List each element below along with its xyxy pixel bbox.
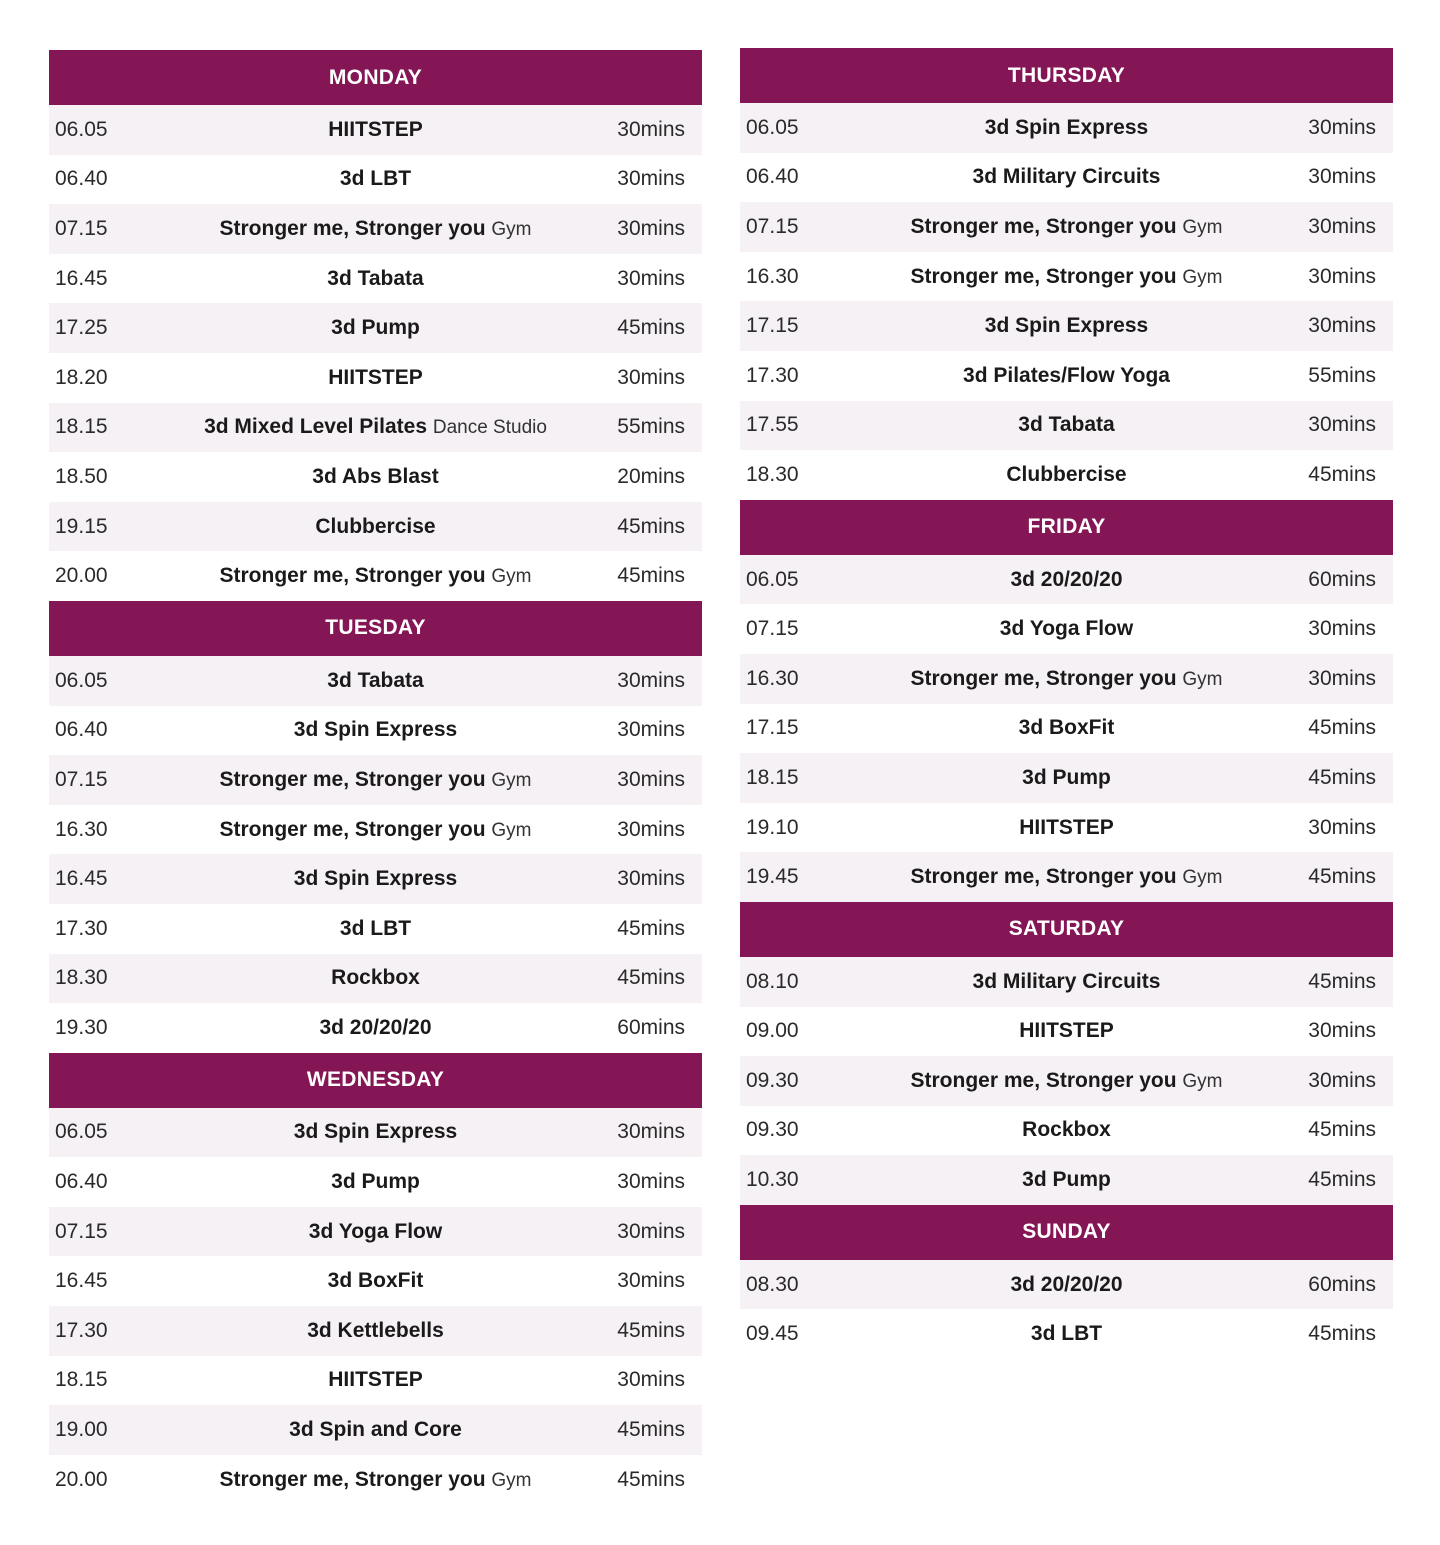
class-name-cell bbox=[850, 413, 1283, 437]
class-name: 3d Kettlebells bbox=[307, 1318, 444, 1342]
class-name: Stronger me, Stronger you bbox=[910, 264, 1177, 288]
class-name-cell bbox=[159, 818, 592, 842]
class-name: HIITSTEP bbox=[328, 117, 423, 141]
class-name: Clubbercise bbox=[315, 514, 436, 538]
class-name-cell bbox=[850, 265, 1283, 289]
class-row bbox=[740, 753, 1393, 803]
class-name: 3d Military Circuits bbox=[972, 165, 1161, 189]
class-duration: 30mins bbox=[1308, 214, 1376, 238]
class-time: 06.05 bbox=[55, 117, 108, 141]
class-name: 3d Spin and Core bbox=[289, 1418, 462, 1442]
class-name-cell bbox=[159, 1220, 592, 1244]
class-name-cell bbox=[159, 1170, 592, 1194]
class-name: HIITSTEP bbox=[328, 365, 423, 389]
class-row bbox=[740, 301, 1393, 351]
class-name-cell bbox=[850, 1118, 1283, 1142]
class-row bbox=[49, 755, 702, 805]
class-duration: 45mins bbox=[617, 564, 685, 588]
class-name: 3d Tabata bbox=[327, 266, 424, 290]
class-row bbox=[740, 1309, 1393, 1359]
class-duration: 45mins bbox=[617, 514, 685, 538]
class-row bbox=[740, 202, 1393, 252]
class-name: Stronger me, Stronger you bbox=[219, 216, 486, 240]
day-header: SUNDAY bbox=[740, 1205, 1393, 1260]
class-row bbox=[49, 1306, 702, 1356]
class-row bbox=[740, 1007, 1393, 1057]
class-row bbox=[49, 204, 702, 254]
class-name: 3d LBT bbox=[339, 916, 412, 940]
class-time: 19.45 bbox=[746, 865, 799, 889]
class-name-cell bbox=[159, 1319, 592, 1343]
class-time: 07.15 bbox=[746, 214, 799, 238]
class-row bbox=[740, 704, 1393, 754]
left-column bbox=[49, 50, 702, 1504]
day-section-friday bbox=[740, 500, 1393, 902]
class-name-cell bbox=[850, 667, 1283, 691]
day-section-monday bbox=[49, 50, 702, 601]
class-time: 16.45 bbox=[55, 867, 108, 891]
class-row bbox=[49, 1455, 702, 1505]
class-name-cell bbox=[850, 865, 1283, 889]
class-time: 09.30 bbox=[746, 1068, 799, 1092]
class-time: 07.15 bbox=[55, 767, 108, 791]
class-duration: 45mins bbox=[1308, 462, 1376, 486]
class-row bbox=[740, 1260, 1393, 1310]
class-name: Clubbercise bbox=[1006, 462, 1127, 486]
class-name-cell bbox=[850, 364, 1283, 388]
class-location: Gym bbox=[491, 819, 532, 841]
class-location: Gym bbox=[1182, 266, 1223, 288]
class-time: 20.00 bbox=[55, 1467, 108, 1491]
class-name-cell bbox=[850, 1019, 1283, 1043]
class-name: Stronger me, Stronger you bbox=[219, 817, 486, 841]
class-row bbox=[740, 252, 1393, 302]
class-row bbox=[49, 403, 702, 453]
class-location: Gym bbox=[1182, 668, 1223, 690]
class-duration: 30mins bbox=[617, 266, 685, 290]
class-location: Gym bbox=[1182, 867, 1223, 889]
class-duration: 30mins bbox=[617, 1170, 685, 1194]
class-name: 3d 20/20/20 bbox=[319, 1015, 432, 1039]
class-row bbox=[49, 954, 702, 1004]
class-duration: 30mins bbox=[1308, 115, 1376, 139]
class-duration: 45mins bbox=[1308, 1168, 1376, 1192]
day-header: SATURDAY bbox=[740, 902, 1393, 957]
class-name: 3d LBT bbox=[1030, 1322, 1103, 1346]
class-duration: 30mins bbox=[617, 216, 685, 240]
class-name: 3d LBT bbox=[339, 167, 412, 191]
class-row bbox=[49, 854, 702, 904]
class-name: 3d Spin Express bbox=[293, 867, 458, 891]
class-duration: 30mins bbox=[617, 668, 685, 692]
class-name: HIITSTEP bbox=[1019, 815, 1114, 839]
class-name: Stronger me, Stronger you bbox=[910, 1068, 1177, 1092]
class-time: 06.05 bbox=[55, 1120, 108, 1144]
class-name-cell bbox=[159, 1468, 592, 1492]
class-name-cell bbox=[159, 415, 592, 439]
class-name-cell bbox=[850, 1273, 1283, 1297]
class-duration: 45mins bbox=[1308, 716, 1376, 740]
class-duration: 45mins bbox=[1308, 1322, 1376, 1346]
class-name-cell bbox=[850, 1069, 1283, 1093]
class-time: 18.15 bbox=[746, 765, 799, 789]
class-time: 06.40 bbox=[55, 1170, 108, 1194]
class-row bbox=[49, 1256, 702, 1306]
class-name-cell bbox=[159, 718, 592, 742]
class-row bbox=[740, 1155, 1393, 1205]
class-duration: 30mins bbox=[1308, 165, 1376, 189]
day-section-saturday bbox=[740, 902, 1393, 1205]
class-duration: 45mins bbox=[617, 316, 685, 340]
class-name-cell bbox=[159, 1269, 592, 1293]
class-name-cell bbox=[159, 316, 592, 340]
class-duration: 45mins bbox=[1308, 969, 1376, 993]
class-name: 3d Tabata bbox=[1018, 413, 1115, 437]
class-duration: 45mins bbox=[1308, 865, 1376, 889]
class-name: 3d Pump bbox=[1022, 765, 1111, 789]
class-duration: 30mins bbox=[617, 1219, 685, 1243]
class-name-cell bbox=[159, 867, 592, 891]
class-name-cell bbox=[159, 366, 592, 390]
class-location: Gym bbox=[491, 218, 532, 240]
class-name: Stronger me, Stronger you bbox=[219, 564, 486, 588]
class-duration: 60mins bbox=[1308, 1272, 1376, 1296]
class-time: 06.05 bbox=[746, 567, 799, 591]
class-name: Rockbox bbox=[1022, 1118, 1111, 1142]
class-name-cell bbox=[850, 716, 1283, 740]
class-name-cell bbox=[850, 314, 1283, 338]
class-name: 3d Yoga Flow bbox=[999, 617, 1134, 641]
class-name: 3d Spin Express bbox=[293, 1120, 458, 1144]
class-duration: 60mins bbox=[1308, 567, 1376, 591]
class-time: 09.00 bbox=[746, 1019, 799, 1043]
class-name: 3d Pump bbox=[331, 1170, 420, 1194]
class-name: Stronger me, Stronger you bbox=[910, 666, 1177, 690]
class-name-cell bbox=[159, 465, 592, 489]
class-time: 18.15 bbox=[55, 1368, 108, 1392]
class-name-cell bbox=[159, 267, 592, 291]
class-row bbox=[49, 155, 702, 205]
class-name: 3d Pump bbox=[1022, 1168, 1111, 1192]
class-name: 3d Military Circuits bbox=[972, 969, 1161, 993]
class-name: Stronger me, Stronger you bbox=[910, 214, 1177, 238]
class-name: HIITSTEP bbox=[328, 1368, 423, 1392]
class-name-cell bbox=[159, 217, 592, 241]
class-row bbox=[49, 1157, 702, 1207]
class-row bbox=[49, 904, 702, 954]
class-duration: 30mins bbox=[617, 1269, 685, 1293]
class-row bbox=[740, 555, 1393, 605]
class-time: 09.45 bbox=[746, 1322, 799, 1346]
class-row bbox=[740, 450, 1393, 500]
class-time: 17.30 bbox=[55, 916, 108, 940]
day-header: THURSDAY bbox=[740, 48, 1393, 103]
class-row bbox=[49, 805, 702, 855]
class-name: 3d 20/20/20 bbox=[1010, 1272, 1123, 1296]
class-name: 3d Mixed Level Pilates bbox=[204, 415, 427, 439]
class-duration: 30mins bbox=[617, 817, 685, 841]
class-name-cell bbox=[159, 515, 592, 539]
class-row bbox=[49, 303, 702, 353]
class-row bbox=[740, 351, 1393, 401]
class-time: 16.30 bbox=[746, 264, 799, 288]
class-location: Dance Studio bbox=[432, 417, 547, 439]
class-time: 08.10 bbox=[746, 969, 799, 993]
class-time: 06.05 bbox=[55, 668, 108, 692]
class-time: 18.15 bbox=[55, 415, 108, 439]
class-time: 16.30 bbox=[746, 666, 799, 690]
class-time: 20.00 bbox=[55, 564, 108, 588]
class-name-cell bbox=[159, 669, 592, 693]
class-name: 3d Yoga Flow bbox=[308, 1219, 443, 1243]
class-location: Gym bbox=[491, 769, 532, 791]
class-duration: 30mins bbox=[617, 1368, 685, 1392]
class-duration: 55mins bbox=[617, 415, 685, 439]
class-name-cell bbox=[850, 463, 1283, 487]
day-section-sunday bbox=[740, 1205, 1393, 1359]
class-duration: 45mins bbox=[617, 1467, 685, 1491]
class-time: 17.25 bbox=[55, 316, 108, 340]
class-duration: 30mins bbox=[617, 365, 685, 389]
class-row bbox=[49, 105, 702, 155]
class-name-cell bbox=[159, 1016, 592, 1040]
class-time: 17.55 bbox=[746, 413, 799, 437]
class-row bbox=[49, 452, 702, 502]
class-duration: 45mins bbox=[1308, 765, 1376, 789]
class-row bbox=[49, 656, 702, 706]
class-name: Stronger me, Stronger you bbox=[219, 767, 486, 791]
class-time: 17.15 bbox=[746, 716, 799, 740]
class-name-cell bbox=[159, 118, 592, 142]
class-name-cell bbox=[850, 766, 1283, 790]
class-time: 18.20 bbox=[55, 365, 108, 389]
class-time: 16.45 bbox=[55, 266, 108, 290]
class-row bbox=[49, 551, 702, 601]
class-location: Gym bbox=[491, 566, 532, 588]
class-row bbox=[740, 604, 1393, 654]
class-name: 3d Pump bbox=[331, 316, 420, 340]
class-time: 17.15 bbox=[746, 314, 799, 338]
class-duration: 45mins bbox=[617, 1418, 685, 1442]
class-time: 17.30 bbox=[55, 1318, 108, 1342]
class-name: 3d Tabata bbox=[327, 668, 424, 692]
class-row bbox=[49, 1108, 702, 1158]
class-duration: 30mins bbox=[1308, 666, 1376, 690]
day-header: MONDAY bbox=[49, 50, 702, 105]
class-name: 3d Spin Express bbox=[984, 115, 1149, 139]
class-time: 18.50 bbox=[55, 464, 108, 488]
day-section-wednesday bbox=[49, 1053, 702, 1505]
class-time: 06.05 bbox=[746, 115, 799, 139]
class-duration: 55mins bbox=[1308, 363, 1376, 387]
class-time: 06.40 bbox=[55, 718, 108, 742]
class-time: 18.30 bbox=[55, 966, 108, 990]
class-time: 06.40 bbox=[55, 167, 108, 191]
class-row bbox=[49, 502, 702, 552]
class-row bbox=[740, 103, 1393, 153]
class-time: 08.30 bbox=[746, 1272, 799, 1296]
class-time: 06.40 bbox=[746, 165, 799, 189]
class-duration: 30mins bbox=[1308, 1019, 1376, 1043]
class-time: 10.30 bbox=[746, 1168, 799, 1192]
class-name: 3d Abs Blast bbox=[312, 464, 439, 488]
class-row bbox=[49, 706, 702, 756]
day-header: WEDNESDAY bbox=[49, 1053, 702, 1108]
day-section-tuesday bbox=[49, 601, 702, 1053]
class-name: 3d Pilates/Flow Yoga bbox=[963, 363, 1170, 387]
class-duration: 30mins bbox=[1308, 815, 1376, 839]
class-name-cell bbox=[159, 167, 592, 191]
class-row bbox=[49, 1207, 702, 1257]
class-row bbox=[740, 803, 1393, 853]
class-name-cell bbox=[159, 1368, 592, 1392]
class-duration: 45mins bbox=[617, 1318, 685, 1342]
class-name-cell bbox=[159, 768, 592, 792]
class-time: 19.30 bbox=[55, 1015, 108, 1039]
class-row bbox=[49, 1356, 702, 1406]
class-duration: 30mins bbox=[1308, 264, 1376, 288]
class-name-cell bbox=[850, 816, 1283, 840]
class-name-cell bbox=[850, 1168, 1283, 1192]
class-row bbox=[740, 654, 1393, 704]
class-name-cell bbox=[850, 116, 1283, 140]
class-name: 3d 20/20/20 bbox=[1010, 567, 1123, 591]
class-duration: 30mins bbox=[617, 767, 685, 791]
class-name-cell bbox=[850, 215, 1283, 239]
class-row bbox=[49, 1405, 702, 1455]
class-name-cell bbox=[159, 1120, 592, 1144]
class-row bbox=[740, 1056, 1393, 1106]
class-row bbox=[49, 1003, 702, 1053]
class-row bbox=[740, 957, 1393, 1007]
class-duration: 30mins bbox=[1308, 617, 1376, 641]
class-name-cell bbox=[850, 617, 1283, 641]
class-name-cell bbox=[850, 568, 1283, 592]
class-name: 3d Spin Express bbox=[293, 718, 458, 742]
class-time: 16.45 bbox=[55, 1269, 108, 1293]
class-name-cell bbox=[159, 1418, 592, 1442]
class-time: 07.15 bbox=[55, 216, 108, 240]
class-duration: 30mins bbox=[1308, 314, 1376, 338]
class-time: 17.30 bbox=[746, 363, 799, 387]
class-location: Gym bbox=[1182, 216, 1223, 238]
class-name-cell bbox=[159, 917, 592, 941]
class-duration: 30mins bbox=[617, 718, 685, 742]
class-duration: 30mins bbox=[1308, 413, 1376, 437]
class-name: 3d BoxFit bbox=[327, 1269, 424, 1293]
class-name-cell bbox=[159, 564, 592, 588]
day-header: TUESDAY bbox=[49, 601, 702, 656]
class-duration: 30mins bbox=[617, 117, 685, 141]
class-row bbox=[740, 1106, 1393, 1156]
class-name-cell bbox=[159, 966, 592, 990]
class-name: Stronger me, Stronger you bbox=[219, 1467, 486, 1491]
class-name: 3d BoxFit bbox=[1018, 716, 1115, 740]
class-time: 09.30 bbox=[746, 1118, 799, 1142]
class-duration: 20mins bbox=[617, 464, 685, 488]
class-duration: 30mins bbox=[617, 167, 685, 191]
class-duration: 30mins bbox=[617, 1120, 685, 1144]
class-duration: 60mins bbox=[617, 1015, 685, 1039]
class-row bbox=[49, 254, 702, 304]
class-time: 16.30 bbox=[55, 817, 108, 841]
class-time: 19.15 bbox=[55, 514, 108, 538]
class-duration: 45mins bbox=[1308, 1118, 1376, 1142]
class-row bbox=[740, 401, 1393, 451]
class-duration: 45mins bbox=[617, 966, 685, 990]
right-column bbox=[740, 48, 1393, 1359]
day-section-thursday bbox=[740, 48, 1393, 500]
class-duration: 45mins bbox=[617, 916, 685, 940]
class-time: 19.00 bbox=[55, 1418, 108, 1442]
class-name: Stronger me, Stronger you bbox=[910, 865, 1177, 889]
class-row bbox=[49, 353, 702, 403]
class-time: 07.15 bbox=[55, 1219, 108, 1243]
class-name-cell bbox=[850, 165, 1283, 189]
class-time: 19.10 bbox=[746, 815, 799, 839]
class-location: Gym bbox=[491, 1469, 532, 1491]
class-location: Gym bbox=[1182, 1070, 1223, 1092]
class-duration: 30mins bbox=[617, 867, 685, 891]
class-row bbox=[740, 153, 1393, 203]
class-row bbox=[740, 852, 1393, 902]
class-time: 07.15 bbox=[746, 617, 799, 641]
class-duration: 30mins bbox=[1308, 1068, 1376, 1092]
day-header: FRIDAY bbox=[740, 500, 1393, 555]
class-name: 3d Spin Express bbox=[984, 314, 1149, 338]
class-name-cell bbox=[850, 970, 1283, 994]
class-name-cell bbox=[850, 1322, 1283, 1346]
class-name: Rockbox bbox=[331, 966, 420, 990]
class-time: 18.30 bbox=[746, 462, 799, 486]
class-name: HIITSTEP bbox=[1019, 1019, 1114, 1043]
